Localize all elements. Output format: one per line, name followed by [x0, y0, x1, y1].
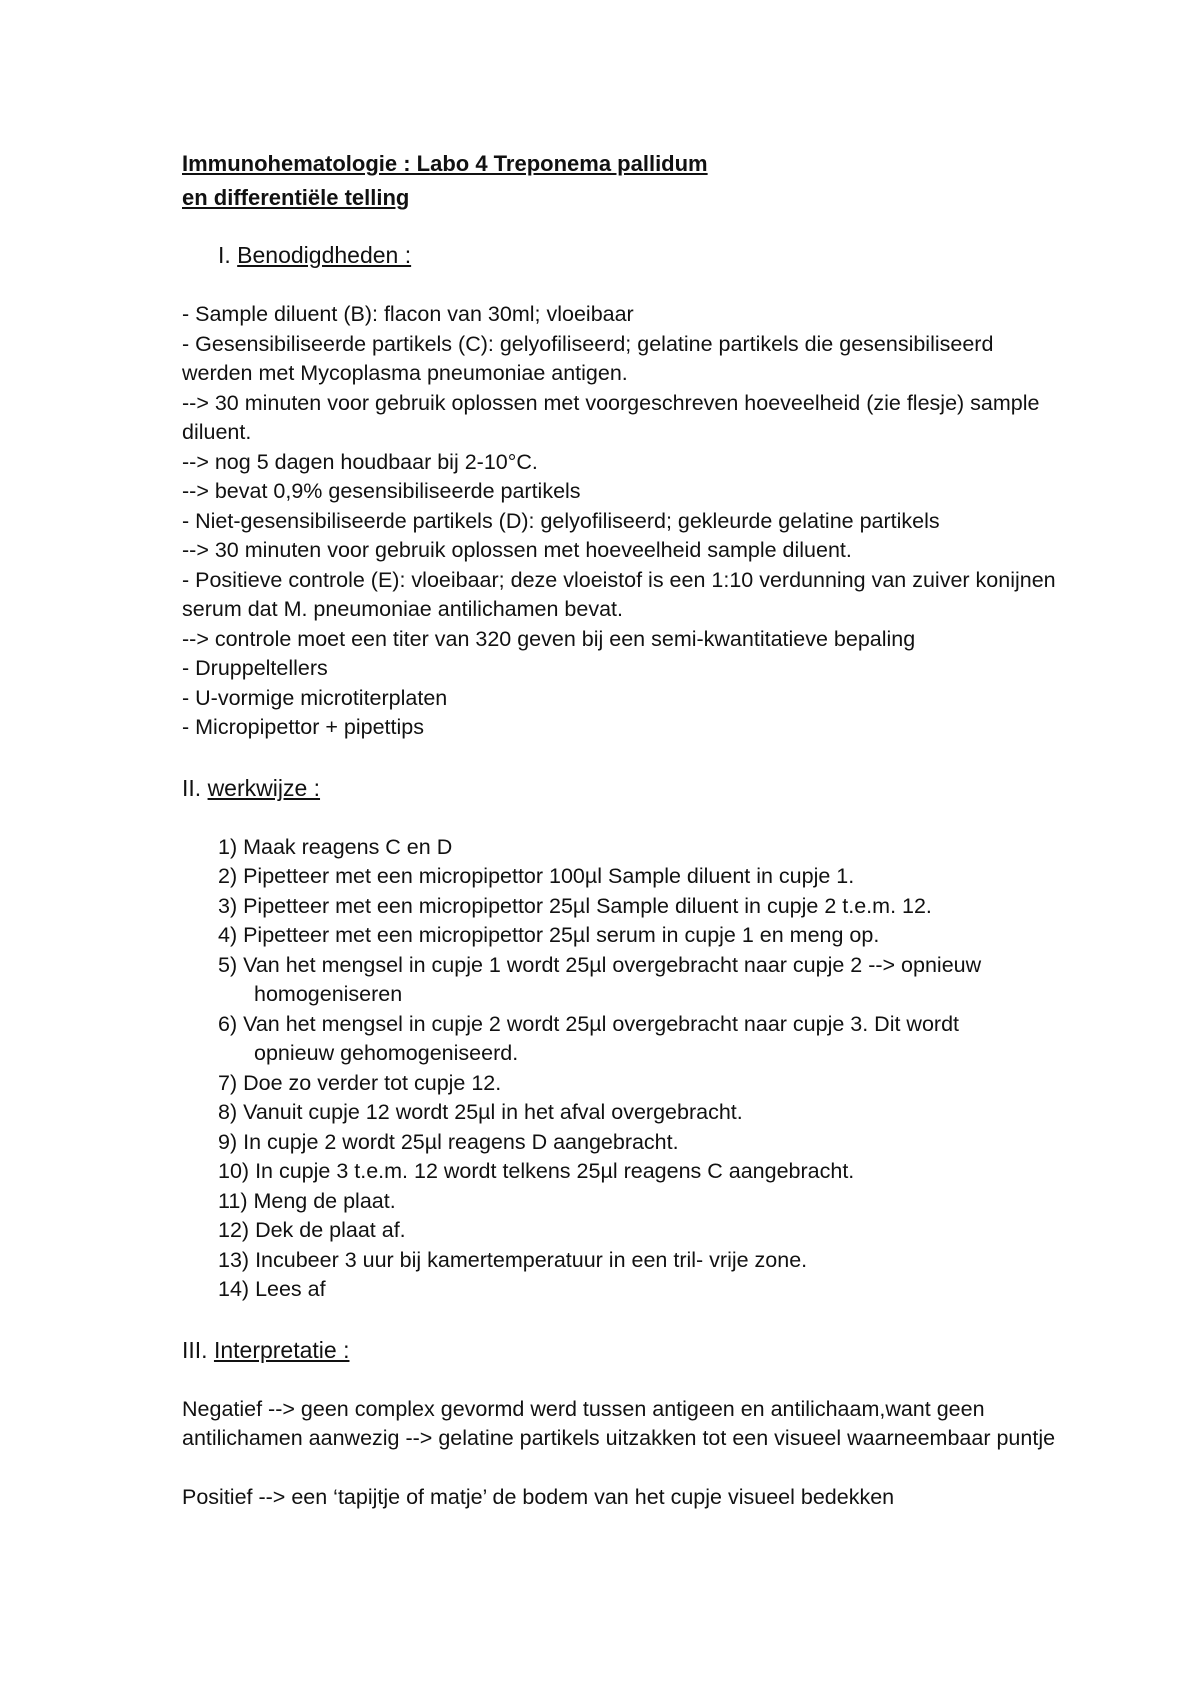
- section-heading-werkwijze: [182, 773, 1062, 803]
- procedure-steps: [182, 833, 1062, 1305]
- list-item: --> 30 minuten voor gebruik oplossen met voorgeschreven hoeveelheid (zie flesje) sample diluent.: [182, 390, 1040, 444]
- list-item: --> bevat 0,9% gesensibiliseerde partikels: [182, 479, 581, 503]
- step-number: 6): [218, 1011, 244, 1036]
- procedure-step: [182, 1187, 1062, 1217]
- procedure-step: [182, 1275, 1062, 1305]
- step-number: 9): [218, 1129, 244, 1154]
- procedure-step: [182, 833, 1062, 863]
- step-number: 5): [218, 952, 244, 977]
- procedure-step: [182, 951, 1062, 1010]
- list-item: - Micropipettor + pipettips: [182, 715, 424, 739]
- section-number: III.: [182, 1336, 214, 1363]
- section-heading-benodigdheden: [182, 240, 1062, 270]
- step-text: Van het mengsel in cupje 2 wordt 25µl overgebracht naar cupje 3. Dit wordt: [243, 1011, 960, 1036]
- materials-list: [182, 300, 1062, 743]
- procedure-step: [182, 862, 1062, 892]
- step-continuation: homogeniseren: [254, 982, 403, 1006]
- list-item: --> controle moet een titer van 320 geven bij een semi-kwantitatieve bepaling: [182, 626, 916, 651]
- step-continuation: opnieuw gehomogeniseerd.: [254, 1041, 519, 1065]
- section-label: Interpretatie :: [213, 1336, 350, 1363]
- procedure-step: [182, 1098, 1062, 1128]
- step-number: 1): [218, 834, 244, 859]
- procedure-step: [182, 1010, 1062, 1069]
- list-item: --> nog 5 dagen houdbaar bij 2-10°C.: [182, 449, 538, 474]
- section-label: Benodigdheden :: [237, 242, 412, 268]
- step-number: 2): [218, 864, 244, 888]
- step-text: Meng de plaat.: [253, 1188, 396, 1213]
- document-title-line-1: Immunohematologie : Labo 4 Treponema pallidum: [182, 151, 708, 176]
- procedure-step: [182, 1216, 1062, 1246]
- list-item: - U-vormige microtiterplaten: [182, 685, 448, 710]
- step-number: 4): [218, 923, 244, 947]
- interpretation-positive: Positief --> een ‘tapijtje of matje’ de bodem van het cupje visueel bedekken: [182, 1484, 895, 1509]
- procedure-step: [182, 1157, 1062, 1187]
- step-text: Pipetteer met een micropipettor 25µl Sample diluent in cupje 2 t.e.m. 12.: [243, 893, 932, 918]
- step-text: Lees af: [255, 1277, 326, 1301]
- step-number: 13): [218, 1247, 256, 1272]
- step-text: Van het mengsel in cupje 1 wordt 25µl overgebracht naar cupje 2 --> opnieuw: [243, 952, 982, 977]
- interpretation-text: [182, 1395, 1062, 1513]
- step-number: 3): [218, 893, 244, 918]
- list-item: --> 30 minuten voor gebruik oplossen met hoeveelheid sample diluent.: [182, 538, 852, 562]
- list-item: - Gesensibiliseerde partikels (C): gelyofiliseerd; gelatine partikels die gesensibiliseerd werden met Mycoplasma pneumoniae antigen.: [182, 331, 994, 385]
- step-text: Doe zo verder tot cupje 12.: [243, 1070, 502, 1095]
- step-number: 11): [218, 1188, 254, 1213]
- procedure-step: [182, 892, 1062, 922]
- list-item: - Positieve controle (E): vloeibaar; deze vloeistof is een 1:10 verdunning van zuiver konijnen serum dat M. pneumoniae antilichamen bevat.: [182, 567, 1056, 621]
- step-text: Pipetteer met een micropipettor 25µl serum in cupje 1 en meng op.: [243, 923, 880, 947]
- step-text: Maak reagens C en D: [243, 834, 453, 859]
- step-text: Incubeer 3 uur bij kamertemperatuur in een tril- vrije zone.: [255, 1247, 808, 1272]
- procedure-step: [182, 921, 1062, 951]
- document-body: [182, 147, 1062, 1512]
- list-item: - Sample diluent (B): flacon van 30ml; vloeibaar: [182, 302, 634, 326]
- step-text: Dek de plaat af.: [255, 1218, 406, 1242]
- section-label: werkwijze :: [207, 774, 321, 801]
- step-text: In cupje 2 wordt 25µl reagens D aangebracht.: [243, 1129, 679, 1154]
- procedure-step: [182, 1128, 1062, 1158]
- step-number: 10): [218, 1159, 256, 1183]
- step-text: Pipetteer met een micropipettor 100µl Sample diluent in cupje 1.: [243, 864, 855, 888]
- interpretation-negative: Negatief --> geen complex gevormd werd tussen antigeen en antilichaam,want geen antilichamen aanwezig --> gelatine partikels uitzakken tot een visueel waarneembaar puntje: [182, 1396, 1056, 1450]
- step-number: 12): [218, 1218, 256, 1242]
- section-number: I.: [218, 242, 238, 268]
- step-number: 8): [218, 1100, 244, 1124]
- section-number: II.: [182, 774, 208, 801]
- list-item: - Druppeltellers: [182, 656, 328, 680]
- section-heading-interpretatie: [182, 1335, 1062, 1365]
- procedure-step: [182, 1246, 1062, 1276]
- step-number: 7): [218, 1070, 244, 1095]
- list-item: - Niet-gesensibiliseerde partikels (D): gelyofiliseerd; gekleurde gelatine partikels: [182, 508, 940, 533]
- procedure-step: [182, 1069, 1062, 1099]
- step-text: Vanuit cupje 12 wordt 25µl in het afval overgebracht.: [243, 1100, 743, 1124]
- step-number: 14): [218, 1277, 256, 1301]
- step-text: In cupje 3 t.e.m. 12 wordt telkens 25µl reagens C aangebracht.: [255, 1159, 855, 1183]
- document-title-line-2: en differentiële telling: [182, 185, 410, 210]
